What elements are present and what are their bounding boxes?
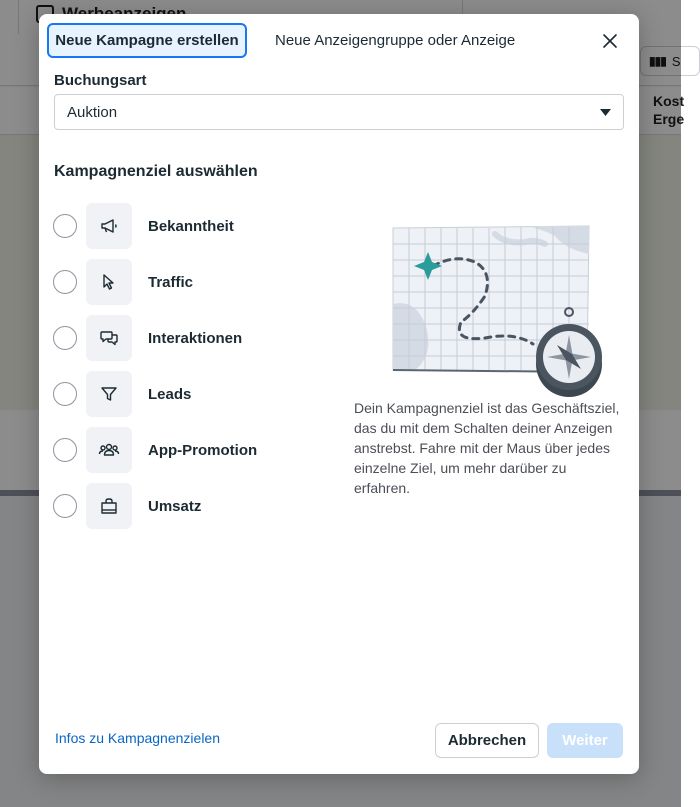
close-icon: [603, 34, 617, 48]
objective-awareness[interactable]: [53, 203, 323, 249]
columns-icon: ▮▮▮: [649, 54, 666, 68]
shopping-bag-icon: [99, 496, 119, 516]
map-compass-illustration: [375, 214, 611, 394]
megaphone-icon: [99, 216, 119, 236]
objective-label: Umsatz: [148, 497, 202, 515]
objective-icon-box: [86, 315, 132, 361]
objective-label: App-Promotion: [148, 441, 258, 459]
objective-icon-box: [86, 203, 132, 249]
objective-leads[interactable]: [53, 371, 323, 417]
objective-sales[interactable]: [53, 483, 323, 529]
objective-label: Bekanntheit: [148, 217, 234, 235]
columns-button-label: S: [671, 53, 681, 69]
objective-icon-box: [86, 259, 132, 305]
objective-section-title: Kampagnenziel auswählen: [54, 163, 258, 180]
objective-icon-box: [86, 483, 132, 529]
campaign-objectives-info-link[interactable]: Infos zu Kampagnenzielen: [55, 730, 220, 746]
objective-list: [53, 203, 323, 539]
chat-bubbles-icon: [99, 328, 119, 348]
objective-radio[interactable]: [53, 326, 77, 350]
objective-app-promotion[interactable]: [53, 427, 323, 473]
column-header-line1: Kost: [653, 93, 685, 109]
objective-radio[interactable]: [53, 438, 77, 462]
cancel-button[interactable]: Abbrechen: [435, 723, 539, 758]
dropdown-arrow-icon: [600, 109, 611, 116]
objective-radio[interactable]: [53, 494, 77, 518]
objective-label: Interaktionen: [148, 329, 243, 347]
objective-label: Traffic: [148, 273, 194, 291]
booking-type-select[interactable]: [54, 94, 624, 130]
tab-new-adset-or-ad[interactable]: Neue Anzeigengruppe oder Anzeige: [275, 32, 516, 49]
column-header-line2: Erge: [653, 111, 685, 127]
objective-icon-box: [86, 427, 132, 473]
funnel-icon: [99, 384, 119, 404]
objective-radio[interactable]: [53, 214, 77, 238]
next-button[interactable]: Weiter: [547, 723, 623, 758]
close-button[interactable]: [597, 28, 623, 54]
objective-engagement[interactable]: [53, 315, 323, 361]
people-icon: [98, 440, 120, 460]
tab-new-campaign[interactable]: Neue Kampagne erstellen: [47, 23, 247, 58]
booking-type-value: Auktion: [67, 103, 118, 121]
objective-icon-box: [86, 371, 132, 417]
objective-description: Dein Kampagnenziel ist das Geschäftsziel, das du mit dem Schalten deiner Anzeigen anstrebst. Fahre mit der Maus über jedes einzelne Ziel, um mehr darüber zu erfahren.: [354, 400, 620, 496]
booking-type-label: Buchungsart: [54, 72, 147, 89]
objective-radio[interactable]: [53, 382, 77, 406]
objective-radio[interactable]: [53, 270, 77, 294]
objective-label: Leads: [148, 385, 192, 403]
objective-traffic[interactable]: [53, 259, 323, 305]
create-campaign-dialog: [39, 14, 639, 774]
cursor-icon: [99, 272, 119, 292]
